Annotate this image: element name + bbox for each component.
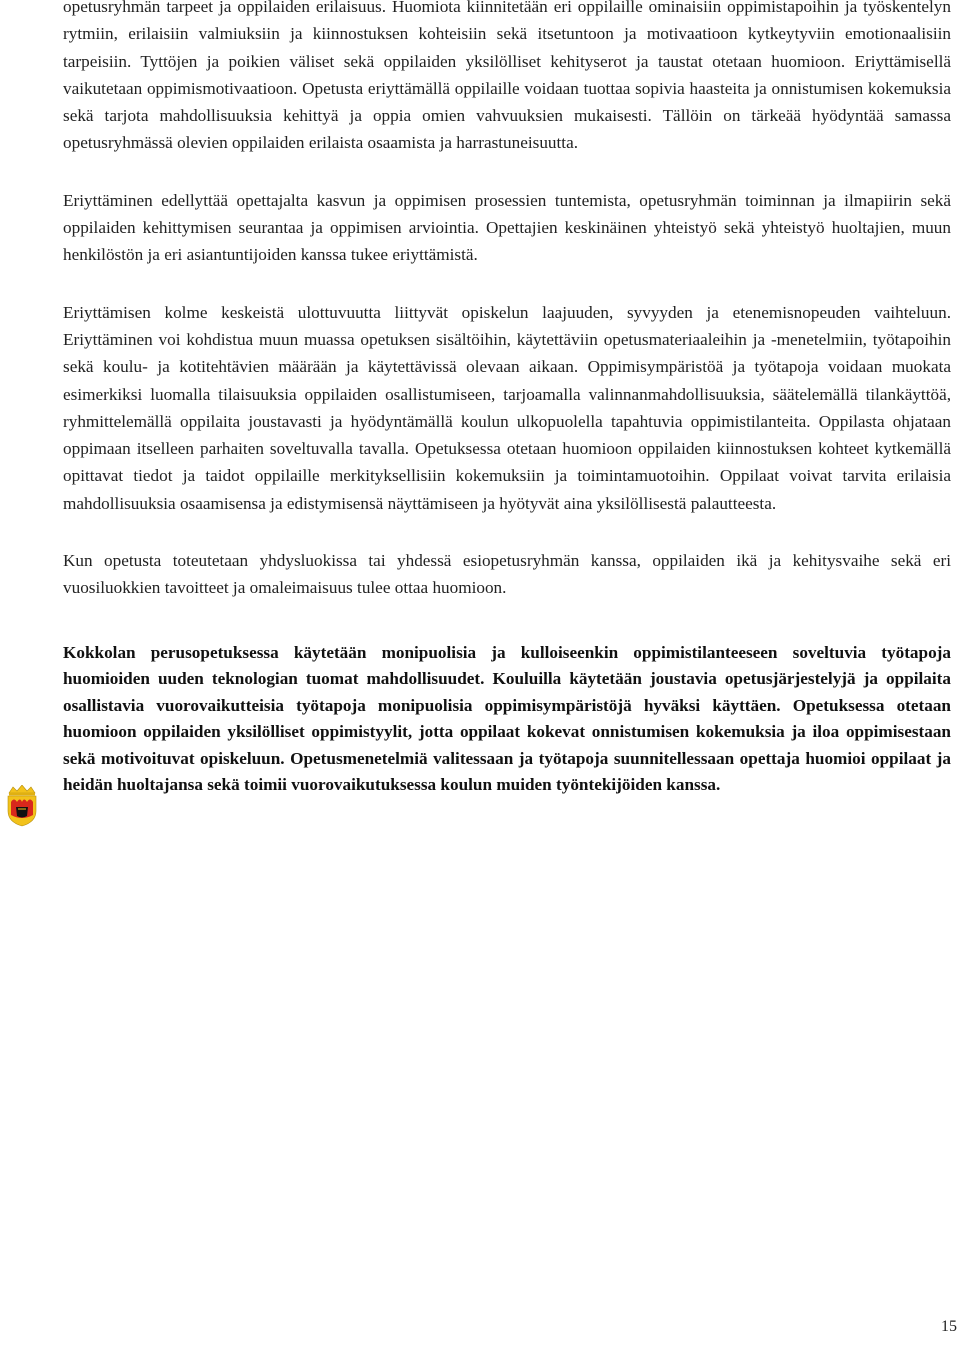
kokkola-local-section: Kokkolan perusopetuksessa käytetään monipuolisia ja kulloiseenkin oppimistilanteeseen soveltuvia työtapoja huomioiden uuden teknologian tuomat mahdollisuudet. Kouluilla käytetään joustavia opetusjärjestelyjä ja oppilaita osallistavia vuorovaikutteisia työtapoja monipuolisia oppimisympäristöjä hyväksi käyttäen. Opetuksessa otetaan huomioon oppilaiden yksilölliset oppimistyylit, jotta oppilaat kokevat onnistumisen kokemuksia ja iloa oppimisestaan sekä motivoituvat opiskeluun. Opetusmenetelmiä valitessaan ja työtapoja suunnitellessaan opettaja huomioi oppilaat ja heidän huoltajansa sekä toimii vuorovaikutuksessa koulun muiden työntekijöiden kanssa. bbox=[63, 642, 951, 795]
paragraph-dimensions: Eriyttämisen kolme keskeistä ulottuvuutta liittyvät opiskelun laajuuden, syvyyden ja etenemisnopeuden vaihteluun. Eriyttäminen voi kohdistua muun muassa opetuksen sisältöihin, käytettäviin opetusmateriaaleihin ja -menetelmiin, työtapoihin sekä koulu- ja kotitehtävien määrään ja käytettävissä olevaan aikaan. Oppimisympäristöä ja työtapoja voidaan muokata esimerkiksi luomalla tilaisuuksia oppilaiden osallistumiseen, tarjoamalla valinnanmahdollisuuksia, säätelemällä tilankäyttöä, ryhmittelemällä oppilaita joustavasti ja hyödyntämällä koulun ulkopuolella tapahtuvia oppimistilanteita. Oppilasta ohjataan oppimaan itselleen parhaiten soveltuvalla tavalla. Opetuksessa otetaan huomioon oppilaiden kiinnostuksen kohteet kytkemällä opittavat tiedot ja taidot oppilaille merkityksellisiin kokemuksiin ja toimintamuotoihin. Oppilaat voivat tarvita erilaisia mahdollisuuksia osaamisensa ja edistymisensä näyttämiseen ja hyötyvät aina yksilöllisestä palautteesta. bbox=[63, 302, 951, 513]
document-body bbox=[63, 0, 951, 799]
paragraph-combined-classes: Kun opetusta toteutetaan yhdysluokissa tai yhdessä esiopetusryhmän kanssa, oppilaiden ikä ja kehitysvaihe sekä eri vuosiluokkien tavoitteet ja omaleimaisuus tulee ottaa huomioon. bbox=[63, 551, 951, 598]
paragraph-differentiation-needs: opetusryhmän tarpeet ja oppilaiden erilaisuus. Huomiota kiinnitetään eri oppilaille ominaisiin oppimistapoihin ja työskentelyn rytmiin, erilaisiin valmiuksiin ja kiinnostuksen kohteisiin sekä itsetuntoon ja motivaatioon kytkeytyviin emotionaalisiin tarpeisiin. Tyttöjen ja poikien väliset sekä oppilaiden yksilölliset kehityserot ja taustat otetaan huomioon. Eriyttämisellä vaikutetaan oppimismotivaatioon. Opetusta eriyttämällä oppilaille voidaan tuottaa sopivia haasteita ja onnistumisen kokemuksia sekä tarjota mahdollisuuksia kehittyä ja oppia omien vahvuuksien mukaisesti. Tällöin on tärkeää hyödyntää samassa opetusryhmässä olevien oppilaiden erilaista osaamista ja harrastuneisuutta. bbox=[63, 0, 951, 153]
page-number: 15 bbox=[941, 1318, 957, 1335]
paragraph-teacher-requirements: Eriyttäminen edellyttää opettajalta kasvun ja oppimisen prosessien tuntemista, opetusryhmän toiminnan ja ilmapiirin sekä oppilaiden kehittymisen seurantaa ja oppimisen arviointia. Opettajien keskinäinen yhteistyö sekä yhteistyö huoltajien, muun henkilöstön ja eri asiantuntijoiden kanssa tukee eriyttämistä. bbox=[63, 190, 951, 265]
kokkola-coat-of-arms-icon bbox=[5, 785, 39, 827]
